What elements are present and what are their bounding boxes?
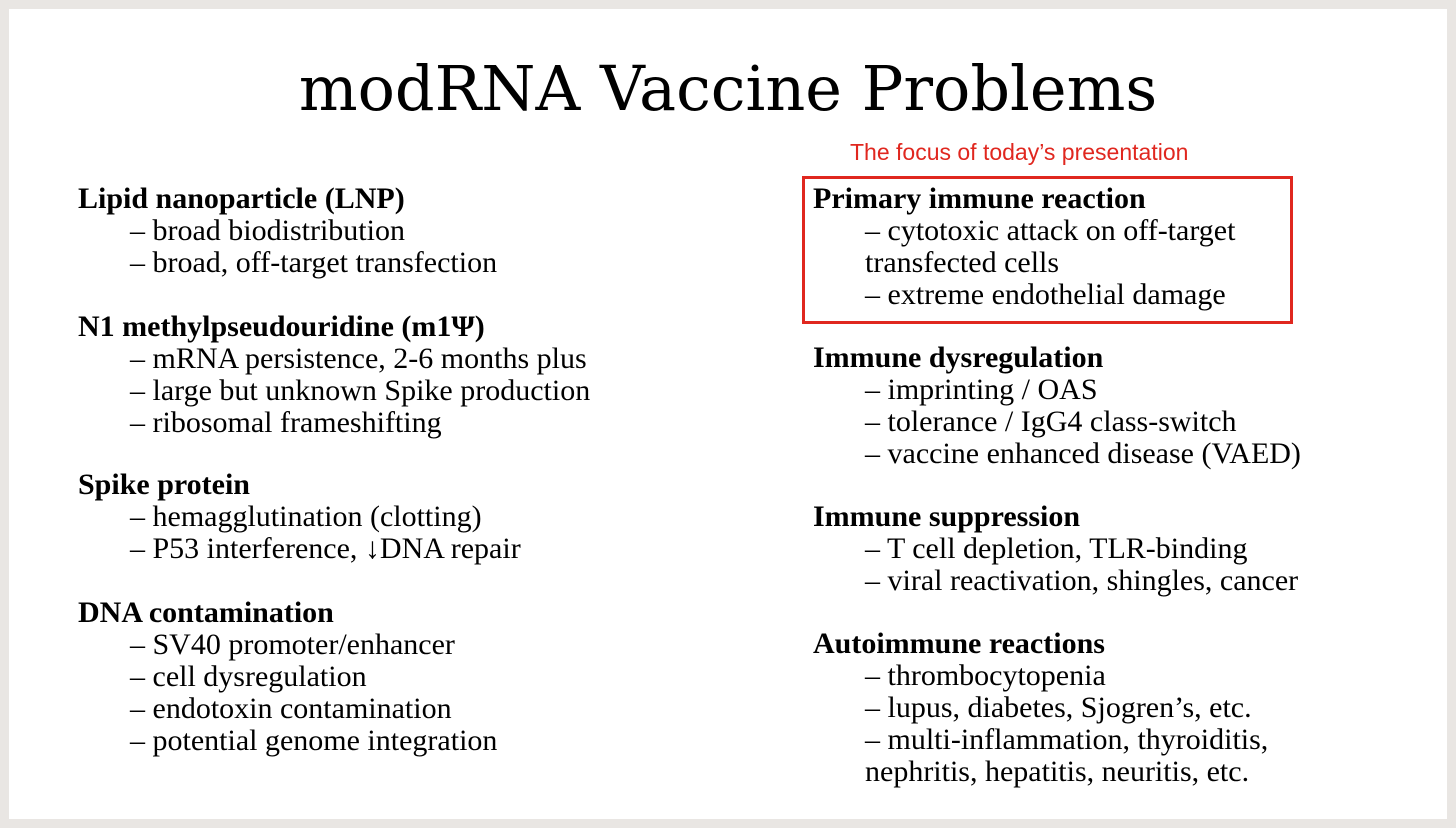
list-item: – SV40 promoter/enhancer xyxy=(130,628,455,661)
section-dna xyxy=(78,597,497,757)
list-item: – P53 interference, ↓DNA repair xyxy=(130,532,521,565)
section-heading: Lipid nanoparticle (LNP) xyxy=(78,182,405,215)
slide xyxy=(9,9,1447,819)
list-item: – imprinting / OAS xyxy=(865,373,1098,406)
section-heading: Immune dysregulation xyxy=(813,341,1104,374)
list-item: – cell dysregulation xyxy=(130,660,367,693)
list-item: – thrombocytopenia xyxy=(865,659,1106,692)
list-item: – lupus, diabetes, Sjogren’s, etc. xyxy=(865,691,1252,724)
list-item: – extreme endothelial damage xyxy=(865,278,1226,311)
section-primary-immune xyxy=(813,183,1235,311)
list-item: – large but unknown Spike production xyxy=(130,374,591,407)
section-heading: Primary immune reaction xyxy=(813,182,1146,215)
section-autoimmune xyxy=(813,628,1268,788)
list-item: – T cell depletion, TLR-binding xyxy=(865,532,1248,565)
list-item: – broad biodistribution xyxy=(130,214,405,247)
section-heading: Immune suppression xyxy=(813,500,1081,533)
list-item: – cytotoxic attack on off-target xyxy=(865,214,1236,247)
section-immune-dysregulation xyxy=(813,342,1301,470)
list-item: – endotoxin contamination xyxy=(130,692,452,725)
list-item: – vaccine enhanced disease (VAED) xyxy=(865,437,1301,470)
section-spike xyxy=(78,469,521,565)
list-item-continuation: transfected cells xyxy=(865,246,1060,279)
list-item: – tolerance / IgG4 class-switch xyxy=(865,405,1237,438)
section-immune-suppression xyxy=(813,501,1298,597)
section-heading: Autoimmune reactions xyxy=(813,627,1105,660)
section-heading: Spike protein xyxy=(78,468,250,501)
section-heading: N1 methylpseudouridine (m1Ψ) xyxy=(78,310,485,343)
focus-note: The focus of today’s presentation xyxy=(850,139,1189,165)
slide-title: modRNA Vaccine Problems xyxy=(298,52,1158,125)
list-item: – mRNA persistence, 2-6 months plus xyxy=(130,342,587,375)
list-item-continuation: nephritis, hepatitis, neuritis, etc. xyxy=(865,755,1250,788)
list-item: – ribosomal frameshifting xyxy=(130,406,442,439)
list-item: – hemagglutination (clotting) xyxy=(130,500,482,533)
list-item: – multi-inflammation, thyroiditis, xyxy=(865,723,1269,756)
section-lnp xyxy=(78,183,497,279)
list-item: – viral reactivation, shingles, cancer xyxy=(865,564,1299,597)
list-item: – broad, off-target transfection xyxy=(130,246,498,279)
list-item: – potential genome integration xyxy=(130,724,498,757)
section-heading: DNA contamination xyxy=(78,596,334,629)
section-m1psi xyxy=(78,311,590,439)
